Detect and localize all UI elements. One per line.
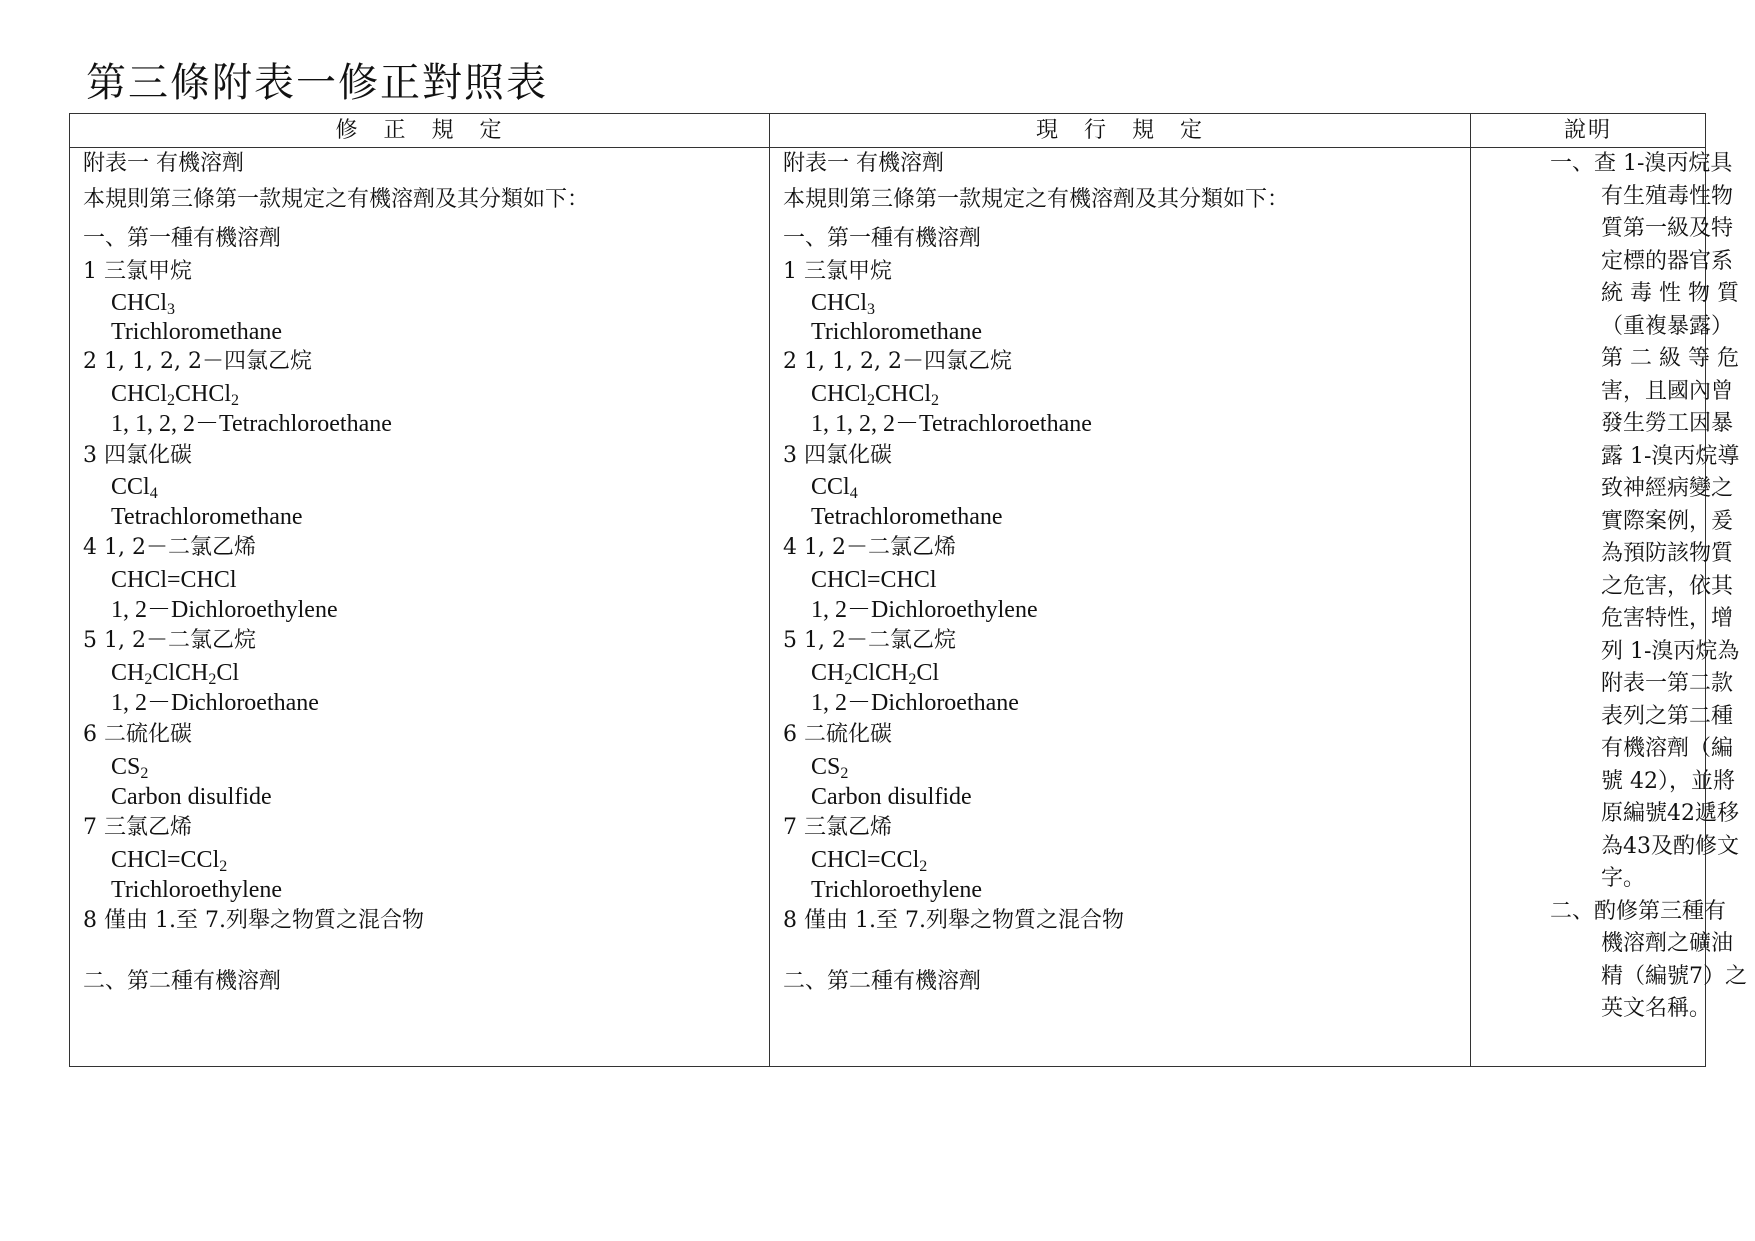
note-line: 為43及酌修文	[1601, 834, 1739, 859]
comparison-table	[69, 113, 1747, 1067]
current-chemical-name: Trichloroethylene	[811, 877, 983, 903]
note-line: 機溶劑之礦油	[1601, 931, 1734, 956]
amended-formula: CHCl$_2$CHCl$_2$	[111, 381, 240, 409]
note-line: 質第一級及特	[1601, 216, 1734, 241]
note-line: 露 1-溴丙烷導	[1601, 444, 1740, 469]
current-chemical-name: Tetrachloromethane	[811, 504, 1003, 530]
amended-line: 一、第一種有機溶劑	[83, 226, 282, 251]
current-chemical-name: 1, 1, 2, 2－Tetrachloroethane	[811, 411, 1092, 437]
header-amended: 修 正 規 定	[335, 118, 504, 143]
note-line: 英文名稱。	[1601, 996, 1712, 1021]
amended-line: 7 三氯乙烯	[83, 815, 192, 840]
note-line: 精（編號7）之	[1601, 964, 1747, 989]
amended-line: 3 四氯化碳	[83, 443, 192, 468]
amended-line: 1 三氯甲烷	[83, 259, 192, 284]
current-formula: CHCl$_3$	[811, 290, 876, 318]
current-formula: $CS_2$	[811, 754, 849, 782]
note-line: 有機溶劑（編	[1601, 736, 1734, 761]
amended-formula: CHCl$_3$	[111, 290, 176, 318]
amended-line: 5 1, 2－二氯乙烷	[83, 628, 256, 653]
header-notes: 說明	[1563, 118, 1612, 143]
amended-line: 二、第二種有機溶劑	[83, 969, 282, 994]
current-chemical-name: 1, 2－Dichloroethane	[811, 690, 1019, 716]
current-line: 5 1, 2－二氯乙烷	[783, 628, 956, 653]
amended-line: 附表一 有機溶劑	[83, 151, 244, 176]
amended-chemical-name: Tetrachloromethane	[111, 504, 303, 530]
current-line: 附表一 有機溶劑	[783, 151, 944, 176]
note-line: 為預防該物質	[1601, 541, 1734, 566]
current-formula: CCl$_4$	[811, 474, 858, 502]
amended-chemical-name: Trichloromethane	[111, 319, 283, 345]
amended-line: 8 僅由 1.至 7.列舉之物質之混合物	[83, 908, 424, 933]
amended-line: 本規則第三條第一款規定之有機溶劑及其分類如下：	[83, 187, 590, 212]
note-line: 原編號42遞移	[1601, 801, 1739, 826]
note-line: 有生殖毒性物	[1601, 184, 1734, 209]
current-line: 二、第二種有機溶劑	[783, 969, 982, 994]
note-line: 定標的器官系	[1601, 249, 1734, 274]
amended-line: 2 1, 1, 2, 2－四氯乙烷	[83, 349, 312, 374]
note-line: 號 42），並將	[1601, 769, 1735, 794]
note-line: 危害特性，增	[1601, 606, 1734, 631]
note-line: 字。	[1601, 866, 1646, 891]
note-line: （重複暴露）	[1601, 314, 1734, 339]
note-line: 一、查 1-溴丙烷具	[1550, 151, 1733, 176]
note-line: 實際案例，爰	[1601, 509, 1734, 534]
current-formula: CHCl$_2$CHCl$_2$	[811, 381, 940, 409]
amended-chemical-name: 1, 2－Dichloroethane	[111, 690, 319, 716]
amended-chemical-name: 1, 2－Dichloroethylene	[111, 597, 338, 623]
note-line: 之危害，依其	[1601, 574, 1734, 599]
amended-line: 4 1, 2－二氯乙烯	[83, 535, 256, 560]
amended-formula: CHCl=CCl$_2$	[111, 847, 228, 875]
amended-chemical-name: 1, 1, 2, 2－Tetrachloroethane	[111, 411, 392, 437]
current-line: 4 1, 2－二氯乙烯	[783, 535, 956, 560]
note-line: 害，且國內曾	[1601, 379, 1734, 404]
amended-chemical-name: Carbon disulfide	[111, 784, 272, 810]
current-formula: CHCl=CCl$_2$	[811, 847, 928, 875]
amended-formula: $CH_2ClCH_2Cl$	[111, 660, 240, 688]
current-line: 8 僅由 1.至 7.列舉之物質之混合物	[783, 908, 1124, 933]
current-formula: $CH_2ClCH_2Cl$	[811, 660, 940, 688]
page-title: 第三條附表一修正對照表	[86, 60, 548, 106]
note-line: 列 1-溴丙烷為	[1601, 639, 1740, 664]
note-line: 附表一第二款	[1601, 671, 1734, 696]
column-divider-2	[1470, 114, 1471, 1066]
note-line: 表列之第二種	[1601, 704, 1734, 729]
amended-formula: CCl$_4$	[111, 474, 158, 502]
current-line: 6 二硫化碳	[783, 722, 892, 747]
current-chemical-name: 1, 2－Dichloroethylene	[811, 597, 1038, 623]
current-chemical-name: Carbon disulfide	[811, 784, 972, 810]
note-line: 致神經病變之	[1601, 476, 1734, 501]
current-line: 一、第一種有機溶劑	[783, 226, 982, 251]
column-divider-1	[769, 114, 770, 1066]
amended-formula: CHCl=CHCl	[111, 567, 237, 593]
current-line: 7 三氯乙烯	[783, 815, 892, 840]
amended-chemical-name: Trichloroethylene	[111, 877, 283, 903]
note-line: 統 毒 性 物 質	[1601, 281, 1739, 306]
current-line: 1 三氯甲烷	[783, 259, 892, 284]
note-line: 第 二 級 等 危	[1601, 346, 1739, 371]
current-formula: CHCl=CHCl	[811, 567, 937, 593]
header-current: 現 行 規 定	[1035, 118, 1204, 143]
note-line: 發生勞工因暴	[1601, 411, 1734, 436]
current-chemical-name: Trichloromethane	[811, 319, 983, 345]
current-line: 2 1, 1, 2, 2－四氯乙烷	[783, 349, 1012, 374]
amended-formula: $CS_2$	[111, 754, 149, 782]
current-line: 3 四氯化碳	[783, 443, 892, 468]
amended-line: 6 二硫化碳	[83, 722, 192, 747]
note-line: 二、酌修第三種有	[1550, 899, 1727, 924]
current-line: 本規則第三條第一款規定之有機溶劑及其分類如下：	[783, 187, 1290, 212]
